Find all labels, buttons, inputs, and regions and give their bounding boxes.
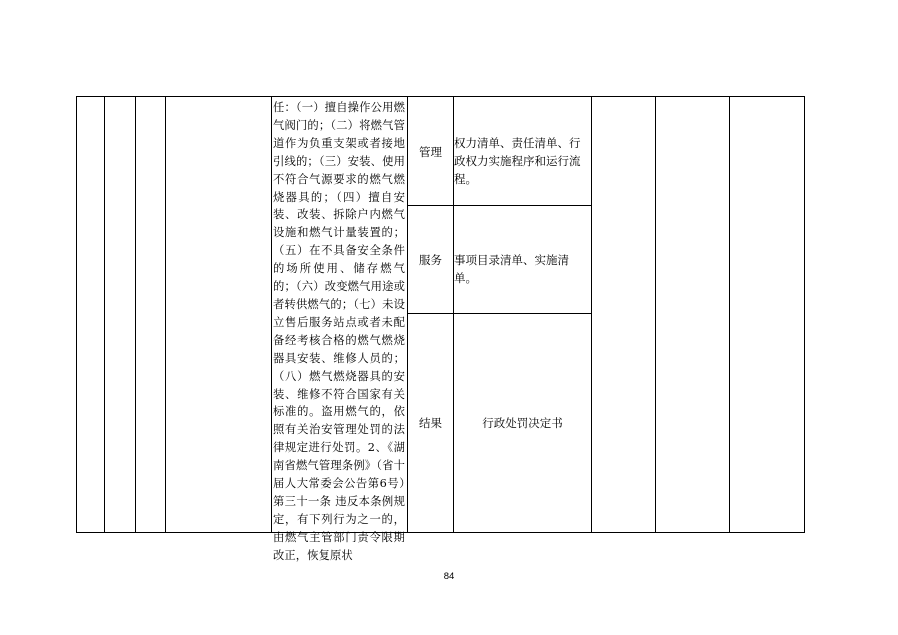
publicity-content-result: 行政处罚决定书 bbox=[482, 416, 563, 430]
table-column-divider bbox=[655, 97, 656, 532]
table-column-divider bbox=[104, 97, 105, 532]
publicity-type-service: 服务 bbox=[419, 253, 442, 267]
table-column-divider bbox=[591, 97, 592, 532]
table-column-divider bbox=[135, 97, 136, 532]
table-column-divider bbox=[271, 97, 272, 532]
table-row-divider bbox=[407, 205, 592, 206]
publicity-type-management: 管理 bbox=[419, 145, 442, 159]
table-column-divider bbox=[407, 97, 408, 532]
publicity-content-management: 权力清单、责任清单、行政权力实施程序和运行流程。 bbox=[454, 136, 581, 186]
table-column-divider bbox=[729, 97, 730, 532]
table-row-divider bbox=[407, 313, 592, 314]
legal-basis-text: 任：（一）擅自操作公用燃气阀门的；（二）将燃气管道作为负重支架或者接地引线的；（三）安装、使用不符合气源要求的燃气燃烧器具的；（四）擅自安装、改装、拆除户内燃气设施和燃气计量装置的；（五）在不具备安全条件的场所使用、储存燃气的；（六）改变燃气用途或者转供燃气的；（七）未设立售后服务站点或者未配备经考核合格的燃气燃烧器具安装、维修人员的；（八）燃气燃烧器具的安装、维修不符合国家有关标准的。盗用燃气的，依照有关治安管理处罚的法律规定进行处罚。2、《湖南省燃气管理条例》（省十届人大常委会公告第6号）第三十一条 违反本条例规定，有下列行为之一的，由燃气主管部门责令限期改正，恢复原状 bbox=[273, 101, 405, 562]
publicity-type-result: 结果 bbox=[419, 416, 442, 430]
table-column-divider bbox=[165, 97, 166, 532]
document-table bbox=[76, 96, 805, 562]
publicity-content-service: 事项目录清单、实施清单。 bbox=[454, 253, 569, 285]
page-number: 84 bbox=[443, 571, 455, 582]
